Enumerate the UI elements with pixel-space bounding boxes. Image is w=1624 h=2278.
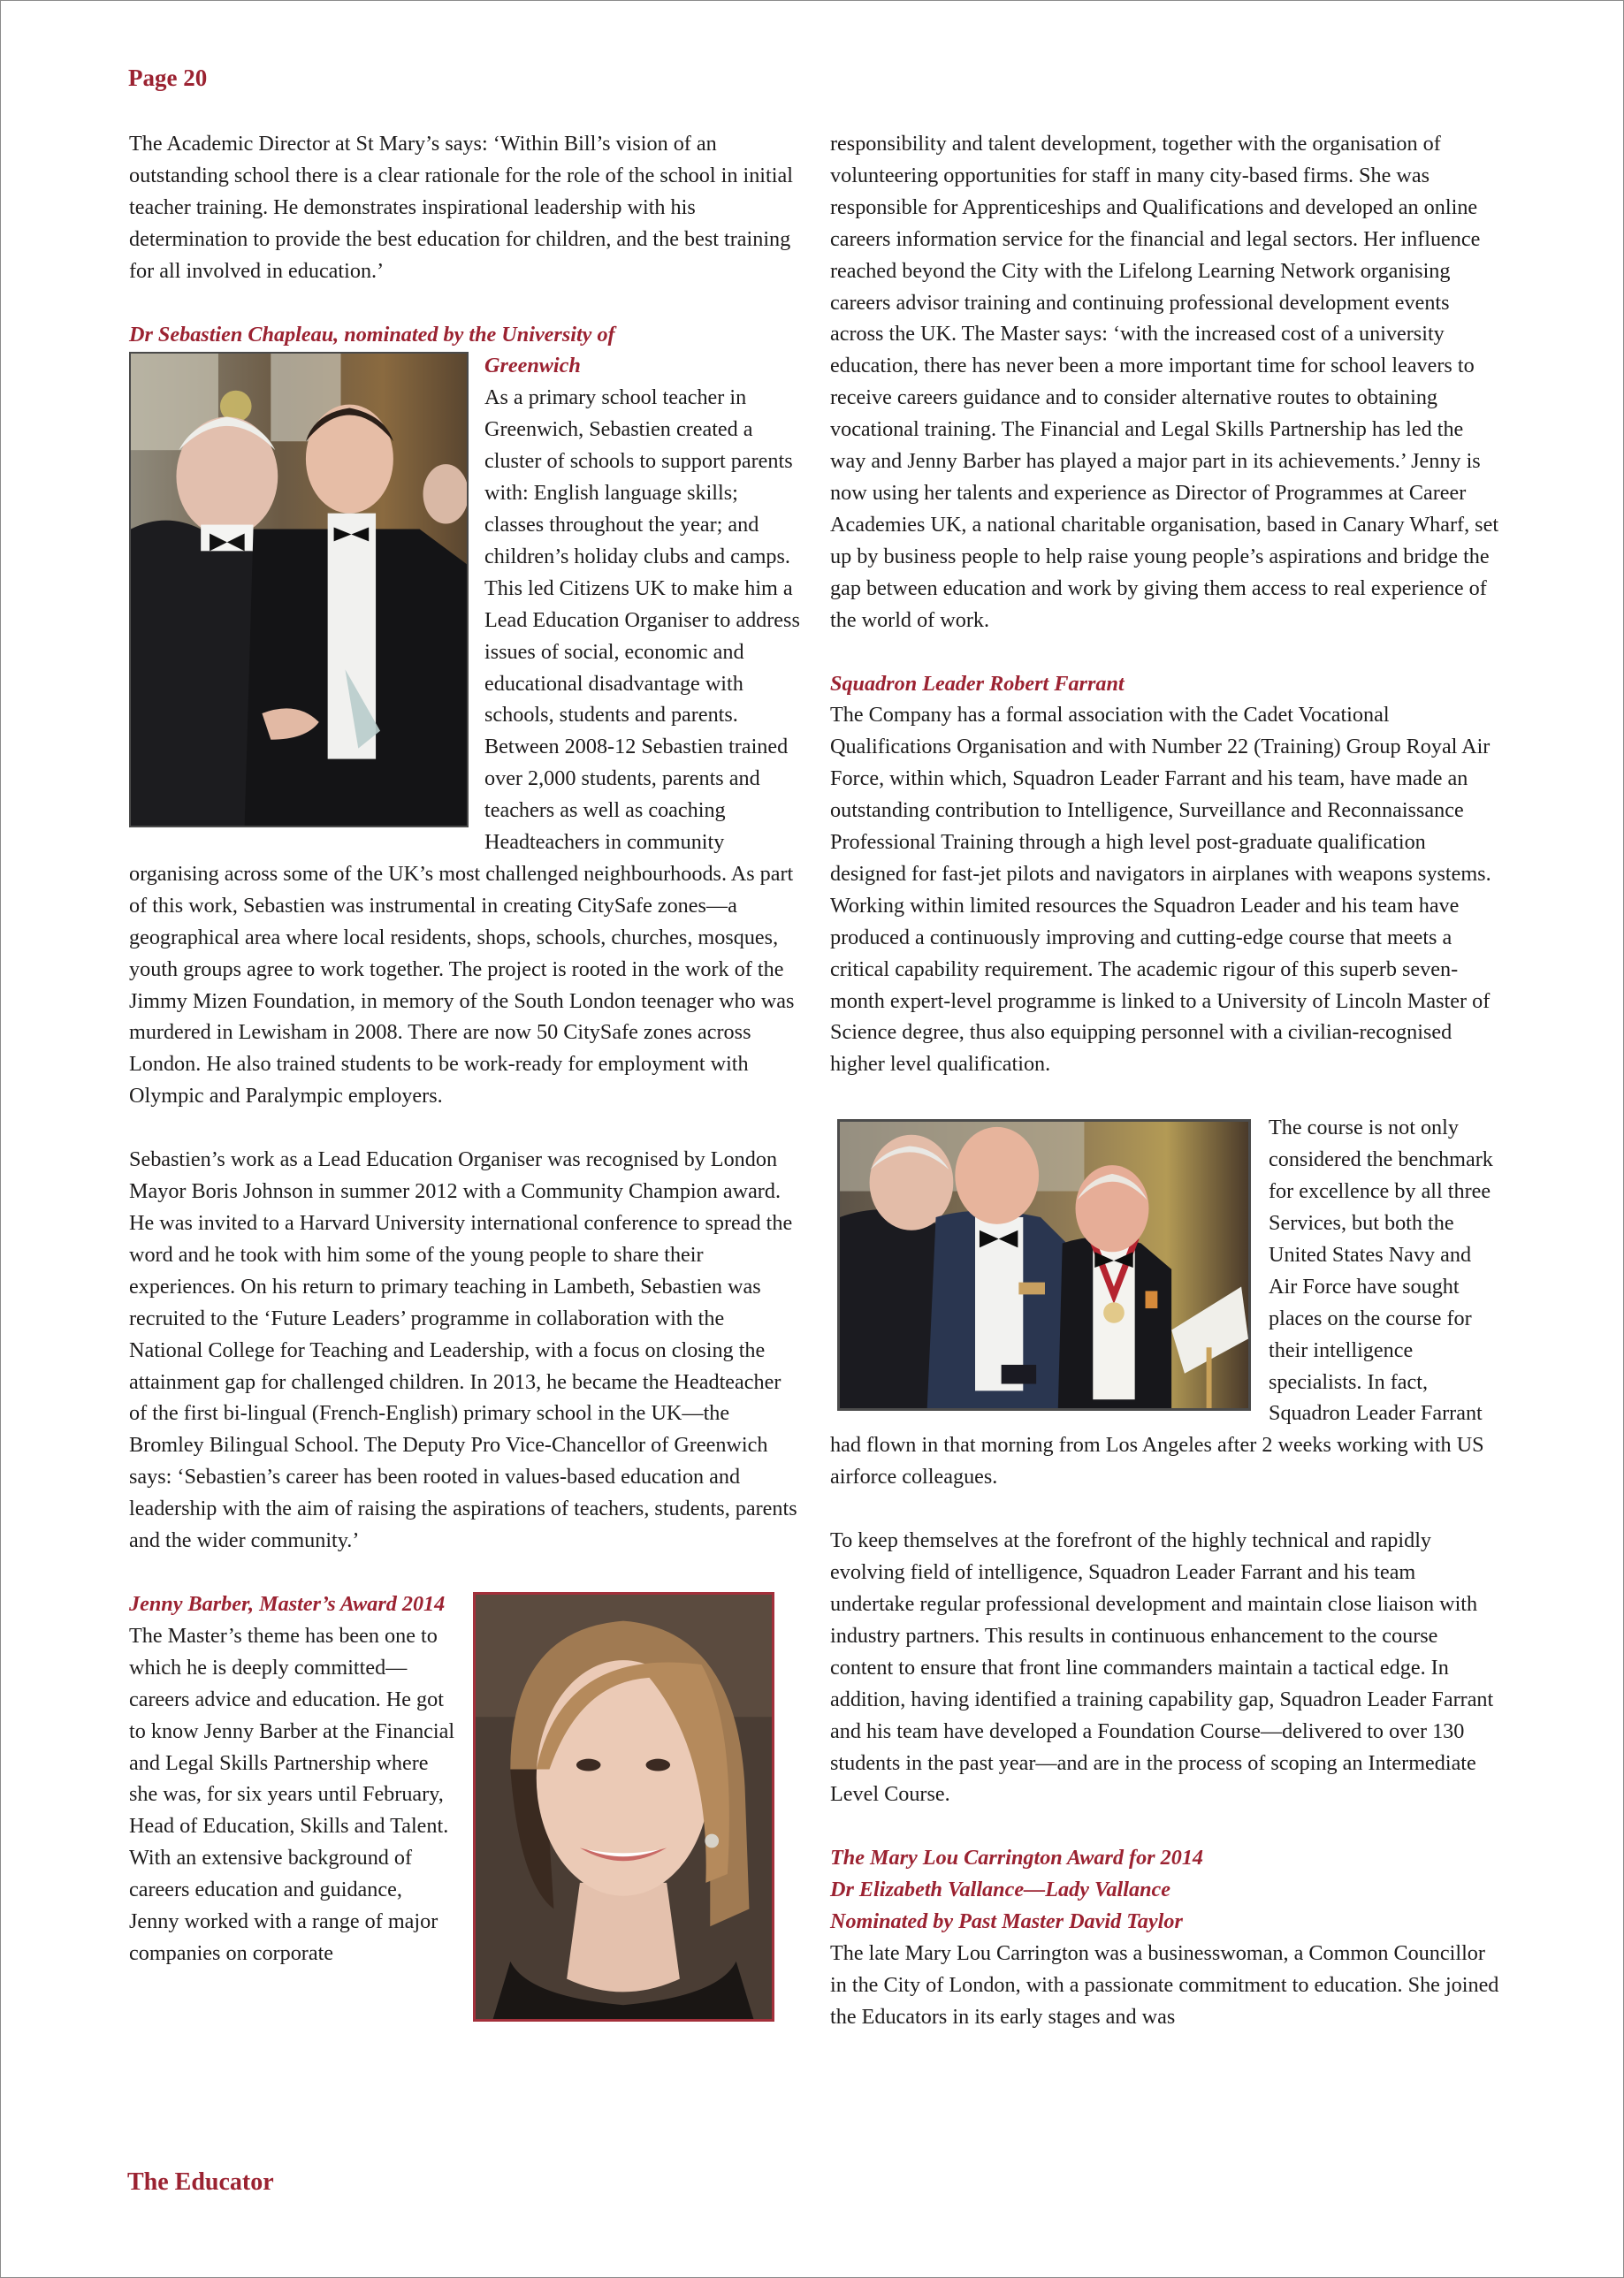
spacer — [830, 1810, 1502, 1842]
spacer — [830, 1080, 1502, 1112]
sebastien-paragraph-1: As a primary school teacher in Greenwich, Sebastien created a cluster of schools to support parents with: English language skills; classes throughout the year; and children’s holiday clubs and camps. This led Citizens UK to make him a Lead Education Organiser to address issues of social, economic and educational disadvantage with schools, students and parents. Between 2008-12 Sebastien trained over 2,000 students, parents and teachers as well as coaching Headteachers in community organising across some of the UK’s most challenged neighbourhoods. As part of this work, Sebastien was instrumental in creating CitySafe zones—a geographical area where local residents, shops, schools, churches, mosques, youth groups agree to work together. The project is rooted in the work of the Jimmy Mizen Foundation, in memory of the South London teenager who was murdered in Lewisham in 2008. There are now 50 CitySafe zones across London. He also trained students to be work-ready for employment with Olympic and Paralympic employers. — [129, 385, 800, 1109]
farrant-paragraph-1: The Company has a formal association with the Cadet Vocational Qualifications Organisation and with Number 22 (Training) Group Royal Air Force, within which, Squadron Leader Farrant and his team, have made an outstanding contribution to Intelligence, Surveillance and Reconnaissance Professional Training through a high level post-graduate qualification designed for fast-jet pilots and navigators in airplanes with weapons systems. Working within limited resources the Squadron Leader and his team have produced a continuously improving and cutting-edge course that meets a critical capability requirement. The academic rigour of this superb seven-month expert-level programme is linked to a University of Lincoln Master of Science degree, thus also equipping personnel with a civilian-recognised higher level qualification. — [830, 703, 1491, 1077]
jenny-heading: Jenny Barber, Master’s Award 2014 — [129, 1591, 446, 1616]
spacer — [129, 1557, 801, 1589]
jenny-paragraph: The Master’s theme has been one to which he is deeply committed—careers advice and education. He got to know Jenny Barber at the Financial and Legal Skills Partnership where she was, for six years until February, Head of Education, Skills and Talent. With an extensive background of careers education and guidance, Jenny worked with a range of major companies on corporate — [129, 1623, 455, 1965]
left-column — [129, 128, 801, 2022]
farrant-paragraph-2: The course is not only considered the benchmark for excellence by all three Services, but both the United States Navy and Air Force have sought places on the course for their intelligence specialists. In fact, Squadron Leader Farrant had flown in that morning from Los Angeles after 2 weeks working with US airforce colleagues. — [830, 1116, 1493, 1489]
farrant-paragraph-3: To keep themselves at the forefront of the highly technical and rapidly evolving field of intelligence, Squadron Leader Farrant and his team undertake regular professional development and maintain close liaison with industry partners. This results in continuous enhancement to the course content to ensure that front line commanders maintain a tactical edge. In addition, having identified a training capability gap, Squadron Leader Farrant and his team have developed a Foundation Course—delivered to over 130 students in the past year—and are in the process of scoping an Intermediate Level Course. — [830, 1528, 1494, 1807]
spacer — [830, 636, 1502, 668]
vallance-heading-name: Dr Elizabeth Vallance—Lady Vallance — [830, 1878, 1170, 1902]
right-column — [830, 128, 1502, 2033]
jenny-portrait-photo — [473, 1592, 774, 2022]
vallance-paragraph: The late Mary Lou Carrington was a businesswoman, a Common Councillor in the City of London, with a passionate commitment to education. She joined the Educators in its early stages and was — [830, 1941, 1499, 2029]
spacer — [830, 1493, 1502, 1525]
photo-illustration-icon — [131, 354, 467, 826]
portrait-illustration-icon — [476, 1595, 772, 2019]
sebastien-heading — [129, 319, 801, 351]
sebastien-paragraph-2: Sebastien’s work as a Lead Education Organiser was recognised by London Mayor Boris Johnson in summer 2012 with a Community Champion award. He was invited to a Harvard University international conference to spread the word and he took with him some of the young people to share their experiences. On his return to primary teaching in Lambeth, Sebastien was recruited to the ‘Future Leaders’ programme in collaboration with the National College for Teaching and Leadership, with a focus on closing the attainment gap for challenged children. In 2013, he became the Headteacher of the first bi-lingual (French-English) primary school in the UK—the Bromley Bilingual School. The Deputy Pro Vice-Chancellor of Greenwich says: ‘Sebastien’s career has been rooted in values-based education and leadership with the aim of raising the aspirations of teachers, students, parents and the wider community.’ — [129, 1147, 797, 1553]
spacer — [129, 1112, 801, 1144]
page-number: Page 20 — [128, 65, 208, 91]
sebastien-heading-line1: Dr Sebastien Chapleau, nominated by the University of — [129, 322, 615, 347]
jenny-continued-paragraph: responsibility and talent development, together with the organisation of volunteering opportunities for staff in many city-based firms. She was responsible for Apprenticeships and Qualifications and developed an online careers information service for the financial and legal sectors. Her influence reached beyond the City with the Lifelong Learning Network organising careers advisor training and continuing professional development events across the UK. The Master says: ‘with the increased cost of a university education, there has never been a more important time for school leavers to receive careers guidance and to consider alternative routes to obtaining vocational training. The Financial and Legal Skills Partnership has led the way and Jenny Barber has played a major part in its achievements.’ Jenny is now using her talents and experience as Director of Programmes at Career Academies UK, a national charitable organisation, based in Canary Wharf, set up by business people to help raise young people’s aspirations and bridge the gap between education and work by giving them access to real experience of the world of work. — [830, 132, 1499, 632]
vallance-heading-award: The Mary Lou Carrington Award for 2014 — [830, 1846, 1204, 1870]
photo-illustration-icon — [840, 1122, 1248, 1408]
sebastien-heading-line2: Greenwich — [484, 354, 581, 378]
spacer — [129, 287, 801, 319]
vallance-heading-nominator: Nominated by Past Master David Taylor — [830, 1909, 1183, 1934]
sebastien-award-photo — [129, 352, 469, 827]
farrant-heading: Squadron Leader Robert Farrant — [830, 671, 1125, 696]
publication-footer: The Educator — [127, 2168, 274, 2196]
intro-paragraph: The Academic Director at St Mary’s says: ‘Within Bill’s vision of an outstanding school there is a clear rationale for the role of the school in initial teacher training. He demonstrates inspirational leadership with his determination to provide the best education for children, and the best training for all involved in education.’ — [129, 132, 793, 283]
farrant-award-photo — [837, 1119, 1251, 1411]
